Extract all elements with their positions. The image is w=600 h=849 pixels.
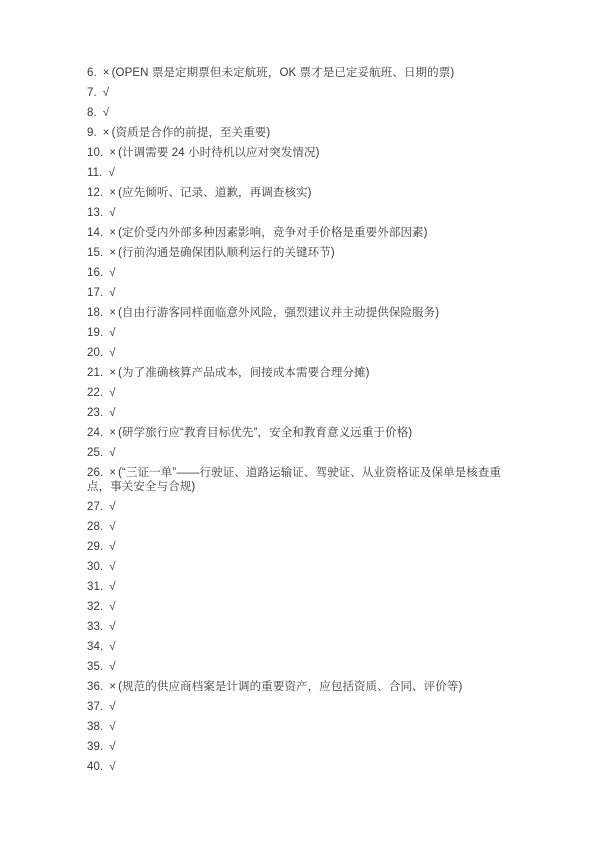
answer-mark: √ [102,87,110,99]
answer-number: 12. [87,187,104,199]
answer-note: (应先倾听、记录、道歉，再调查核实) [118,187,312,199]
answer-item [87,86,524,100]
answer-mark: √ [109,207,116,219]
answer-mark: √ [109,641,116,653]
answer-item [87,386,524,400]
answer-item [87,540,524,554]
answer-item [87,500,524,514]
answer-item [87,226,524,240]
answer-note: (OPEN 票是定期票但未定航班，OK 票才是已定妥航班、日期的票) [111,67,455,79]
answer-number: 35. [87,661,104,673]
answer-item [87,580,524,594]
answer-mark: √ [109,327,116,339]
answer-mark: √ [109,661,116,673]
answer-number: 15. [87,247,104,259]
answer-number: 6. [87,67,97,79]
answer-number: 36. [87,681,104,693]
answer-note: (规范的供应商档案是计调的重要资产，应包括资质、合同、评价等) [118,681,463,693]
answer-number: 11. [87,167,103,179]
answer-number: 7. [87,87,97,99]
answer-item [87,206,524,220]
answer-mark: √ [109,721,116,733]
answer-item [87,66,524,80]
answer-item [87,346,524,360]
answer-item [87,106,524,120]
answer-item [87,680,524,694]
answer-item [87,166,524,180]
answer-number: 38. [87,721,104,733]
answer-item [87,186,524,200]
answer-item [87,406,524,420]
answer-list [87,66,540,774]
answer-note: (计调需要 24 小时待机以应对突发情况) [118,147,320,159]
answer-number: 33. [87,621,104,633]
answer-mark: × [109,307,117,319]
answer-number: 17. [87,287,104,299]
answer-mark: √ [109,701,116,713]
answer-number: 23. [87,407,104,419]
answer-item [87,560,524,574]
answer-item [87,720,524,734]
answer-number: 31. [87,581,104,593]
answer-number: 37. [87,701,104,713]
answer-mark: √ [109,761,116,773]
answer-number: 18. [87,307,104,319]
answer-mark: √ [109,387,116,399]
answer-note: (定价受内外部多种因素影响，竞争对手价格是重要外部因素) [118,227,428,239]
answer-number: 27. [87,501,104,513]
answer-number: 25. [87,447,104,459]
answer-item [87,760,524,774]
answer-mark: × [109,187,117,199]
answer-number: 14. [87,227,104,239]
answer-mark: √ [109,287,116,299]
answer-note: (行前沟通是确保团队顺利运行的关键环节) [118,247,335,259]
answer-item [87,600,524,614]
answer-mark: × [109,247,117,259]
answer-number: 9. [87,127,97,139]
answer-item [87,126,524,140]
answer-note: (研学旅行应“教育目标优先”，安全和教育意义远重于价格) [118,427,413,439]
answer-item [87,426,524,440]
answer-number: 13. [87,207,104,219]
answer-mark: √ [109,581,116,593]
answer-number: 8. [87,107,97,119]
answer-number: 39. [87,741,104,753]
answer-mark: √ [109,347,116,359]
answer-item [87,700,524,714]
answer-number: 40. [87,761,104,773]
answer-mark: × [109,427,117,439]
answer-mark: × [102,67,110,79]
answer-mark: × [109,367,117,379]
answer-note: (自由行游客同样面临意外风险，强烈建议并主动提供保险服务) [118,307,440,319]
answer-item [87,286,524,300]
answer-mark: √ [109,501,116,513]
answer-number: 10. [87,147,104,159]
answer-note: (“三证一单”——行驶证、道路运输证、驾驶证、从业资格证及保单是核查重点，事关安全与合规) [87,467,502,493]
answer-number: 16. [87,267,104,279]
answer-number: 29. [87,541,104,553]
answer-mark: √ [109,561,116,573]
answer-mark: × [109,467,117,479]
answer-item [87,466,524,494]
answer-number: 30. [87,561,104,573]
answer-mark: √ [102,107,110,119]
answer-number: 34. [87,641,104,653]
answer-item [87,446,524,460]
answer-number: 28. [87,521,104,533]
answer-mark: √ [109,621,116,633]
answer-note: (资质是合作的前提，至关重要) [111,127,271,139]
answer-number: 20. [87,347,104,359]
answer-mark: √ [109,741,116,753]
answer-mark: × [102,127,110,139]
answer-item [87,326,524,340]
answer-number: 22. [87,387,104,399]
answer-number: 19. [87,327,104,339]
answer-item [87,520,524,534]
answer-mark: √ [109,541,116,553]
answer-mark: √ [109,407,116,419]
answer-item [87,146,524,160]
answer-note: (为了准确核算产品成本，间接成本需要合理分摊) [118,367,370,379]
answer-mark: × [109,681,117,693]
answer-number: 32. [87,601,104,613]
answer-number: 21. [87,367,104,379]
answer-mark: √ [109,601,116,613]
answer-mark: × [109,227,117,239]
answer-item [87,740,524,754]
answer-item [87,366,524,380]
answer-mark: √ [109,521,116,533]
answer-item [87,306,524,320]
answer-mark: √ [108,167,115,179]
answer-number: 24. [87,427,104,439]
answer-item [87,640,524,654]
answer-mark: √ [109,447,116,459]
answer-item [87,246,524,260]
answer-item [87,660,524,674]
answer-item [87,620,524,634]
answer-mark: × [109,147,117,159]
answer-item [87,266,524,280]
answer-mark: √ [109,267,116,279]
answer-number: 26. [87,467,104,479]
